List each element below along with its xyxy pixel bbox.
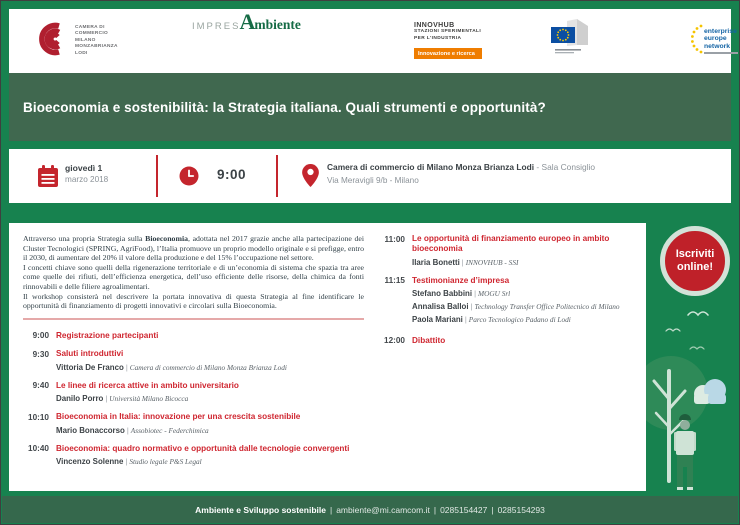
cta-line: Iscriviti (675, 248, 715, 260)
agenda-item (23, 331, 364, 341)
agenda-title: Le opportunità di finanziamento europeo in ambito bioeconomia (412, 234, 610, 253)
speaker-separator: | (125, 457, 128, 467)
een-tagline-bar (704, 52, 738, 54)
event-date-day: giovedì 1 (65, 163, 103, 173)
intro-text: Attraverso una propria Strategia sulla (23, 234, 146, 243)
speaker-separator: | (464, 315, 467, 324)
header-logo-band (9, 9, 737, 73)
section-divider (23, 318, 364, 320)
camera-line: CAMERA DI (75, 24, 105, 30)
speaker-name: Paola Mariani (412, 315, 463, 324)
speaker-affiliation: Technology Transfer Office Politecnico di Milano (474, 302, 620, 311)
footer-separator: | (329, 504, 333, 515)
agenda-time: 12:00 (384, 336, 405, 345)
camera-commercio-wordmark (75, 25, 118, 57)
innovhub-subtitle: PER L'INDUSTRIA (414, 35, 462, 41)
event-date-month: marzo 2018 (65, 175, 109, 184)
agenda-item (381, 276, 621, 325)
speaker-affiliation: Studio legale P&S Legal (129, 457, 202, 467)
agenda-speaker (56, 361, 364, 373)
een-word: europe (704, 35, 727, 43)
page-title: Bioeconomia e sostenibilità: la Strategia italiana. Quali strumenti e opportunità? (23, 99, 546, 115)
innovhub-subtitle: STAZIONI SPERIMENTALI (414, 29, 482, 35)
intro-paragraph-3: Il workshop consisterà nel descrivere la portata innovativa di questa Strategia al fine identificare le opportunità di finanziamento di progetti innovativi e circolari sulla Bioeconomia. (23, 291, 364, 311)
camera-line: MONZABRIANZA (75, 44, 118, 50)
location-pin-icon (302, 164, 319, 192)
impresambiente-wordmark-green: mbiente (254, 17, 301, 32)
speaker-separator: | (126, 425, 129, 435)
speaker-name: Vittoria De Franco (56, 362, 124, 372)
footer-contacts (195, 505, 545, 515)
event-venue-room: - Sala Consiglio (534, 162, 596, 172)
footer-team-name: Ambiente e Sviluppo sostenibile (195, 504, 326, 515)
agenda-speaker (412, 256, 621, 268)
speaker-affiliation: Parco Tecnologico Padano di Lodi (468, 315, 571, 324)
agenda-item (23, 412, 364, 435)
agenda-item (23, 349, 364, 372)
footer-bar (2, 496, 738, 523)
enterprise-europe-network-logo (689, 9, 738, 73)
agenda-speaker (412, 287, 621, 299)
camera-line: MILANO (75, 37, 96, 43)
footer-email: ambiente@mi.camcom.it (336, 504, 430, 515)
eu-flag-icon (547, 19, 591, 64)
agenda-item (381, 234, 621, 267)
speaker-name: Mario Bonaccorso (56, 425, 125, 435)
agenda-title: Saluti introduttivi (56, 349, 124, 359)
agenda-title: Testimonianze d’impresa (412, 275, 510, 285)
speaker-affiliation: Assobiotec - Federchimica (130, 425, 209, 435)
agenda-title: Bioeconomia in Italia: innovazione per una crescita sostenibile (56, 412, 301, 422)
agenda-item (381, 336, 621, 346)
agenda-time: 9:40 (32, 381, 49, 391)
agenda-title: Registrazione partecipanti (56, 330, 159, 340)
tree-person-birds-illustration (646, 301, 733, 491)
agenda-speaker (56, 392, 364, 404)
speaker-separator: | (470, 302, 473, 311)
speaker-separator: | (105, 394, 108, 404)
event-address: Via Meravigli 9/b - Milano (327, 176, 419, 185)
eco-illustration (646, 301, 733, 491)
main-content (9, 223, 646, 491)
intro-keyword: Bioeconomia (145, 234, 189, 243)
speaker-separator: | (125, 362, 128, 372)
speaker-affiliation: Camera di commercio di Milano Monza Brianza Lodi (129, 362, 287, 372)
agenda-speaker (56, 455, 364, 467)
camera-commercio-arcs-icon (31, 21, 67, 62)
footer-phone: 0285154427 (440, 504, 488, 515)
intro-paragraph-2: I concetti chiave sono quelli della rigenerazione territoriale e di un’economia di sistema che spazia tra aree come quelle dei rifiuti, dell’efficienza energetica, dell’uso efficiente delle risorse, della chimica da fonti rinnovabili e delle filiere agroalimentari. (23, 262, 364, 291)
agenda-time: 10:40 (28, 444, 49, 454)
agenda-time: 9:30 (32, 349, 49, 359)
innovhub-name: INNOVHUB (414, 22, 455, 30)
een-stars-icon (689, 23, 704, 60)
footer-separator: | (433, 504, 437, 515)
een-word: enterprise (704, 28, 737, 36)
agenda-title: Dibattito (412, 335, 446, 345)
impresambiente-wordmark-A: A (239, 9, 256, 34)
camera-line: LODI (75, 50, 88, 56)
title-bar (9, 73, 731, 141)
agenda-time: 11:15 (384, 276, 405, 285)
agenda-item (23, 444, 364, 467)
european-commission-logo (547, 9, 591, 73)
agenda-title: Le linee di ricerca attive in ambito universitario (56, 380, 239, 390)
innovhub-logo (414, 9, 482, 73)
agenda-speaker (412, 313, 621, 325)
impresambiente-logo (192, 9, 301, 73)
speaker-name: Stefano Babbini (412, 289, 473, 298)
info-divider (276, 155, 278, 197)
speaker-name: Danilo Porro (56, 394, 104, 404)
speaker-name: Vincenzo Solenne (56, 457, 124, 467)
agenda-title: Bioeconomia: quadro normativo e opportunità dalle tecnologie convergenti (56, 443, 350, 453)
event-venue (327, 162, 595, 172)
left-column (23, 234, 364, 475)
speaker-separator: | (474, 289, 476, 298)
event-time: 9:00 (217, 167, 247, 182)
speaker-affiliation: INNOVHUB - SSI (465, 257, 519, 267)
agenda-time: 10:10 (28, 412, 49, 422)
innovhub-tagline-badge: Innovazione e ricerca (414, 48, 482, 59)
event-venue-name: Camera di commercio di Milano Monza Brianza Lodi (327, 162, 535, 172)
intro-text: , adottata nel 2017 grazie anche alla partecipazione dei Cluster Tecnologici (SPRING, AgriFood), l’Italia promuove un proprio modello originale e si prefigge, entro il 2030, di aumentare del 20% il valore della produzione e del 15% l’occupazione nel settore. (23, 234, 365, 263)
speaker-name: Annalisa Balloi (412, 302, 469, 311)
een-word: network (704, 42, 731, 50)
iscriviti-online-button[interactable] (660, 226, 730, 296)
agenda-speaker (412, 300, 621, 312)
speaker-separator: | (461, 257, 464, 267)
footer-phone: 0285154293 (497, 504, 545, 515)
camera-line: COMMERCIO (75, 31, 109, 37)
agenda-time: 11:00 (384, 234, 405, 244)
agenda-speaker (56, 424, 364, 436)
right-column (381, 234, 621, 354)
cta-line: online! (676, 261, 714, 273)
agenda-time: 9:00 (32, 331, 49, 341)
intro-paragraph-1 (23, 234, 364, 263)
agenda-item (23, 381, 364, 404)
event-info-bar (9, 149, 731, 203)
speaker-affiliation: MOGU Srl (477, 289, 511, 298)
calendar-icon (37, 164, 59, 193)
speaker-name: Ilaria Bonetti (412, 257, 460, 267)
clock-icon (179, 166, 199, 191)
camera-commercio-logo (31, 9, 118, 73)
info-divider (156, 155, 158, 197)
footer-separator: | (491, 504, 494, 515)
impresambiente-wordmark-light: IMPRES (192, 21, 241, 32)
speaker-affiliation: Università Milano Bicocca (109, 394, 189, 404)
